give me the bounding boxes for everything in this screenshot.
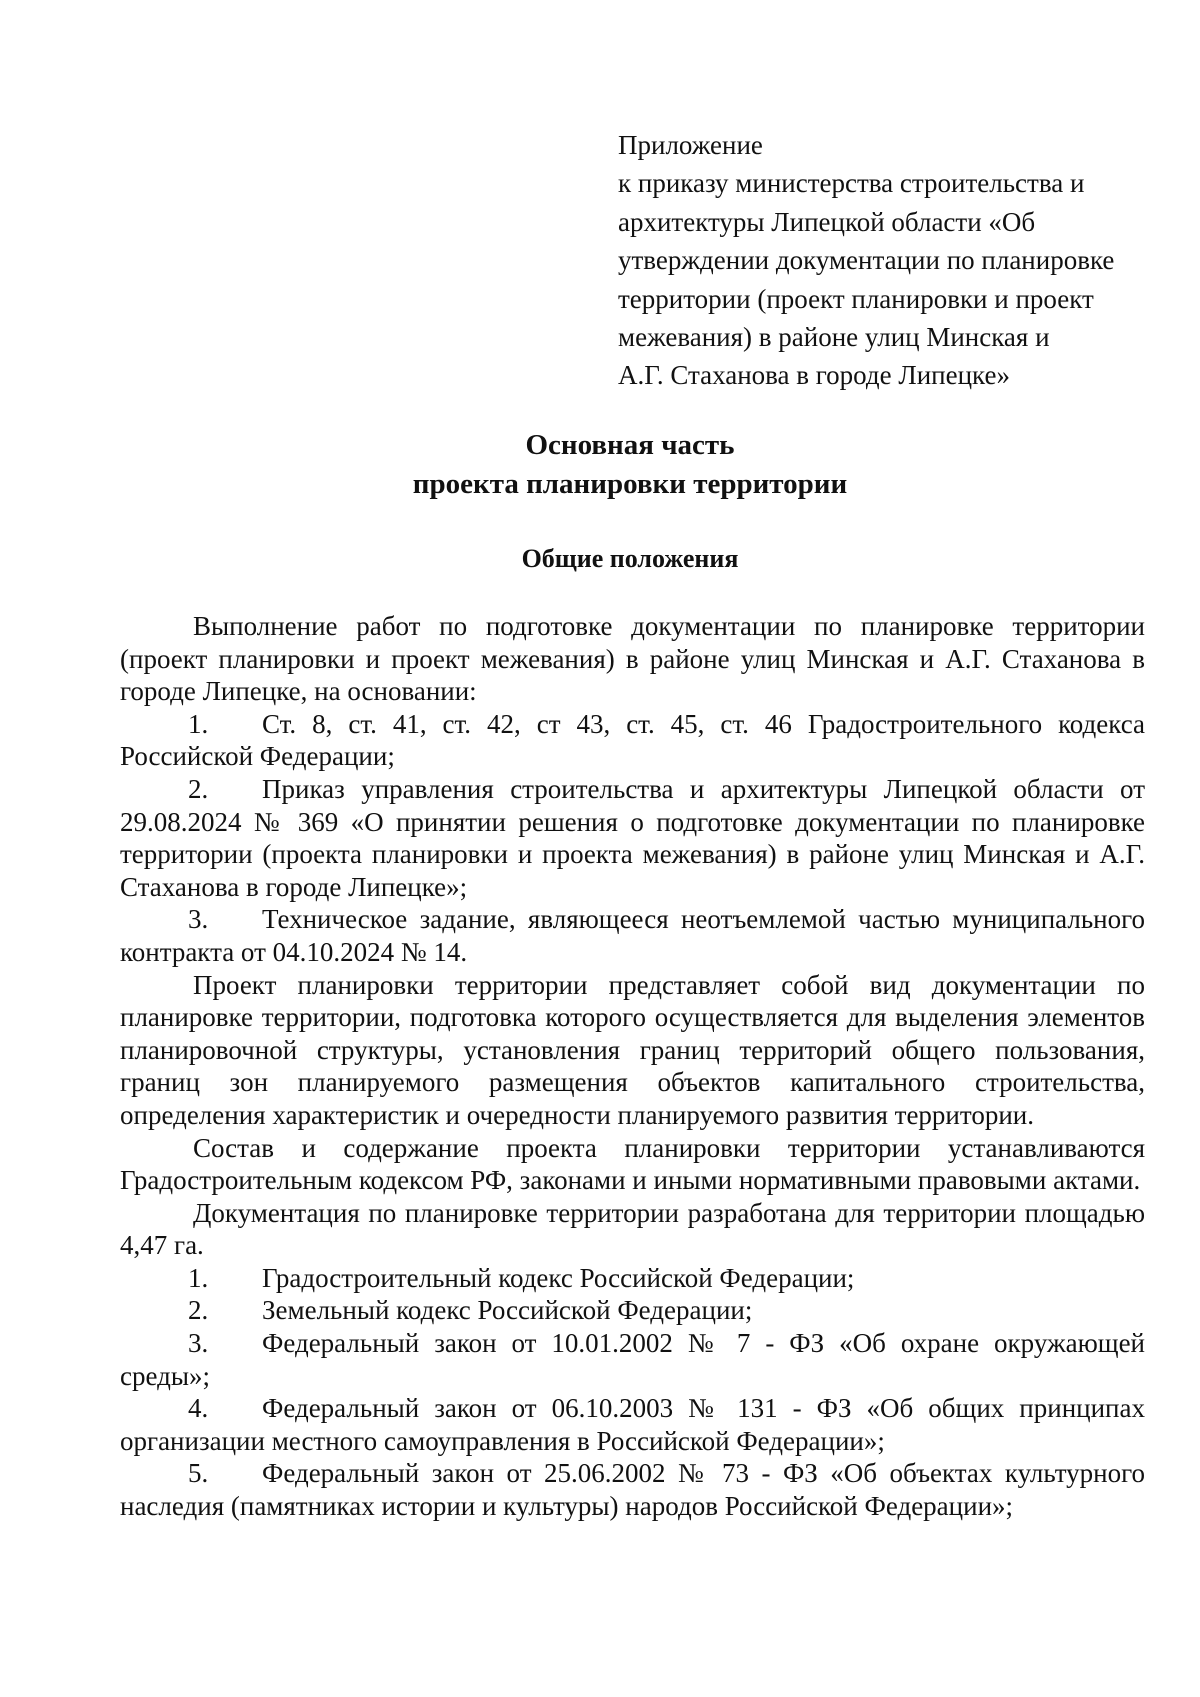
list-number: 3. <box>188 1328 209 1359</box>
section-heading: Общие положения <box>521 544 739 573</box>
list-item <box>120 903 1145 968</box>
list-number: 3. <box>188 904 209 935</box>
list-number: 1. <box>188 1262 209 1293</box>
list-text: Федеральный закон от 06.10.2003 № 131 - ФЗ «Об общих принципах организации местного самоуправления в Российской Федерации»; <box>120 1393 1145 1456</box>
list-item <box>120 1294 1145 1327</box>
document-body <box>120 610 1145 1523</box>
appendix-line: к приказу министерства строительства и <box>618 168 1085 199</box>
list-text: Федеральный закон от 25.06.2002 № 73 - ФЗ «Об объектах культурного наследия (памятниках истории и культуры) народов Российской Федерации»; <box>120 1458 1145 1522</box>
title-line-2: проекта планировки территории <box>412 468 848 500</box>
list-number: 2. <box>188 773 209 804</box>
intro-paragraph: Выполнение работ по подготовке документации по планировке территории (проект планировки и проект межевания) в районе улиц Минская и А.Г. Стаханова в городе Липецке, на основании: <box>120 611 1145 707</box>
appendix-line: архитектуры Липецкой области «Об <box>618 206 1036 237</box>
list-item <box>120 1262 1145 1295</box>
title-line-1: Основная часть <box>525 429 735 461</box>
list-number: 1. <box>188 708 209 739</box>
list-text: Градостроительный кодекс Российской Федерации; <box>262 1262 855 1293</box>
list-item <box>120 1327 1145 1392</box>
appendix-line: утверждении документации по планировке <box>618 245 1115 276</box>
document-title <box>0 426 1200 504</box>
appendix-line: А.Г. Стаханова в городе Липецке» <box>618 360 1010 391</box>
list-item <box>120 1392 1145 1457</box>
list-item <box>120 1457 1145 1522</box>
list-number: 2. <box>188 1295 209 1326</box>
appendix-line: межевания) в районе улиц Минская и <box>618 322 1050 353</box>
appendix-line: Приложение <box>618 130 763 160</box>
list-text: Земельный кодекс Российской Федерации; <box>262 1295 753 1326</box>
paragraph: Состав и содержание проекта планировки территории устанавливаются Градостроительным кодексом РФ, законами и иными нормативными правовыми актами. <box>120 1132 1145 1196</box>
list-item <box>120 708 1145 773</box>
list-number: 4. <box>188 1393 209 1424</box>
list-text: Ст. 8, ст. 41, ст. 42, ст 43, ст. 45, ст. 46 Градостроительного кодекса Российской Федерации; <box>120 708 1145 772</box>
paragraph: Проект планировки территории представляет собой вид документации по планировке территории, подготовка которого осуществляется для выделения элементов планировочной структуры, установления границ территорий общего пользования, границ зон планируемого размещения объектов капитального строительства, определения характеристик и очередности планируемого развития территории. <box>120 969 1145 1130</box>
list-text: Федеральный закон от 10.01.2002 № 7 - ФЗ «Об охране окружающей среды»; <box>120 1328 1145 1391</box>
paragraph: Документация по планировке территории разработана для территории площадью 4,47 га. <box>120 1197 1145 1261</box>
appendix-header <box>618 126 1158 395</box>
list-number: 5. <box>188 1458 209 1489</box>
list-text: Техническое задание, являющееся неотъемлемой частью муниципального контракта от 04.10.2024 № 14. <box>120 904 1145 967</box>
appendix-line: территории (проект планировки и проект <box>618 283 1094 314</box>
list-item <box>120 773 1145 903</box>
list-text: Приказ управления строительства и архитектуры Липецкой области от 29.08.2024 № 369 «О принятии решения о подготовке документации по планировке территории (проекта планировки и проекта межевания) в районе улиц Минская и А.Г. Стаханова в городе Липецке»; <box>120 773 1145 902</box>
